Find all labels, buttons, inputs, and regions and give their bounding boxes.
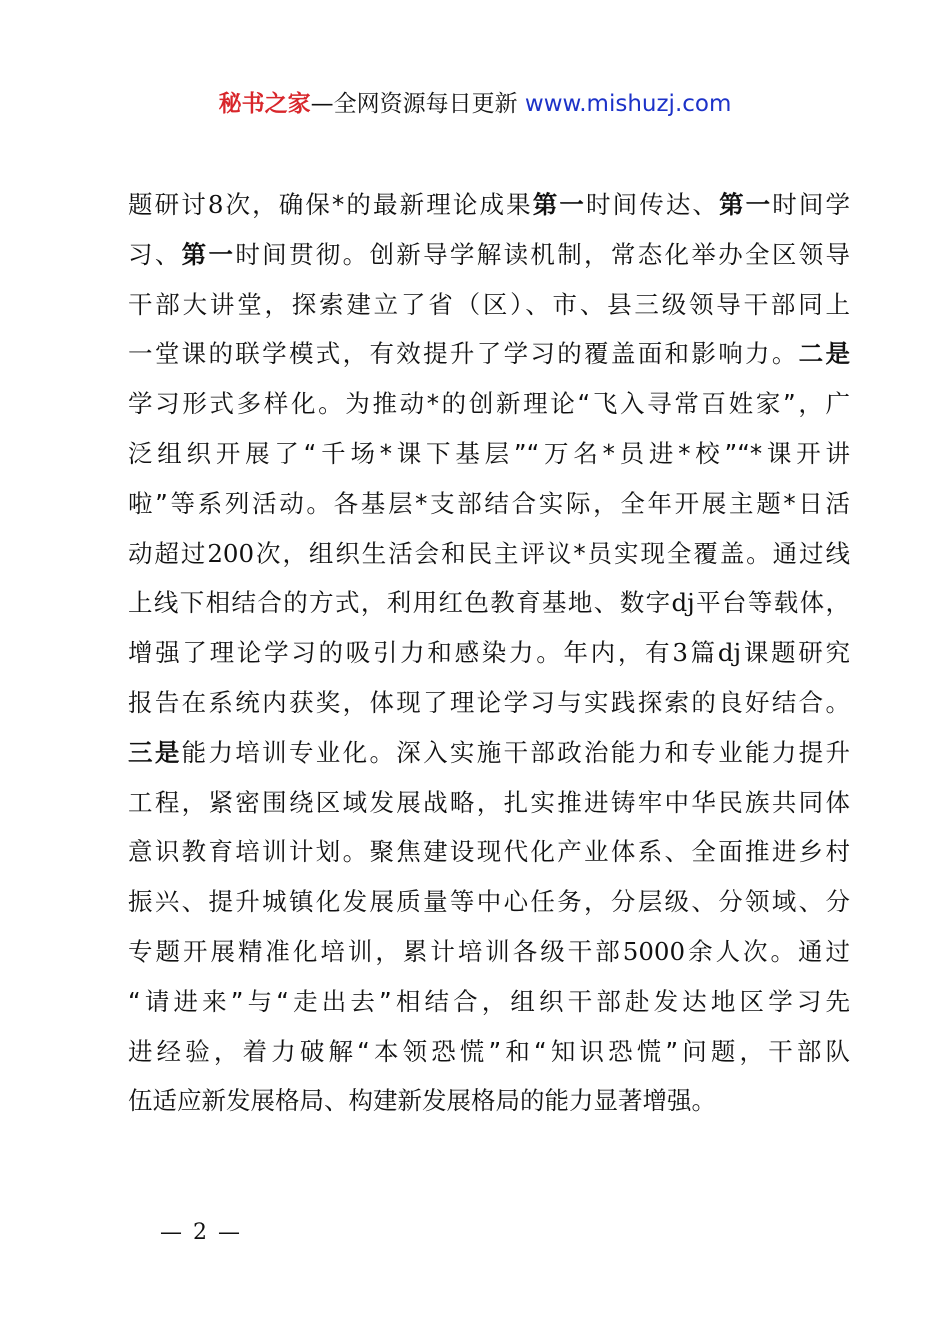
site-header (0, 86, 950, 122)
text-line: 上线下相结合的方式，利用红色教育基地、数字dj平台等载体， (128, 588, 851, 618)
emphasis: 第一 (719, 190, 773, 219)
text-line: 题研讨8次，确保*的最新理论成果第一时间传达、第一时间学 (128, 190, 851, 219)
text-line: 一堂课的联学模式，有效提升了学习的覆盖面和影响力。二是 (128, 339, 850, 369)
emphasis: 第一 (181, 239, 236, 269)
emphasis: 第一 (532, 190, 586, 219)
emphasis: 二是 (798, 339, 850, 369)
text-line: 报告在系统内获奖，体现了理论学习与实践探索的良好结合。 (128, 687, 850, 717)
text-line: 干部大讲堂，探索建立了省（区）、市、县三级领导干部同上 (128, 289, 850, 319)
site-url[interactable]: www.mishuzj.com (524, 91, 732, 117)
text-line: 工程，紧密围绕区域发展战略，扎实推进铸牢中华民族共同体 (128, 787, 850, 817)
emphasis: 三是 (128, 737, 182, 767)
text-line: 意识教育培训计划。聚焦建设现代化产业体系、全面推进乡村 (128, 837, 850, 867)
text-line: 泛组织开展了“千场*课下基层”“万名*员进*校”“*课开讲 (128, 438, 850, 468)
text-line: 进经验，着力破解“本领恐慌”和“知识恐慌”问题，干部队 (128, 1036, 850, 1066)
text-line: 啦”等系列活动。各基层*支部结合实际，全年开展主题*日活 (128, 488, 850, 518)
text-line: 动超过200次，组织生活会和民主评议*员实现全覆盖。通过线 (128, 538, 851, 568)
brand-name: 秘书之家 (218, 91, 311, 117)
text-line: 增强了理论学习的吸引力和感染力。年内，有3篇dj课题研究 (128, 638, 851, 668)
text-line: 学习形式多样化。为推动*的创新理论“飞入寻常百姓家”，广 (128, 389, 850, 419)
header-tagline: —全网资源每日更新 (310, 91, 525, 117)
text-line: 振兴、提升城镇化发展质量等中心任务，分层级、分领域、分 (128, 887, 850, 917)
text-line: 习、第一时间贯彻。创新导学解读机制，常态化举办全区领导 (128, 239, 851, 269)
text-line: 专题开展精准化培训，累计培训各级干部5000余人次。通过 (128, 936, 851, 966)
page-number: — 2 — (160, 1220, 242, 1245)
document-body (128, 180, 850, 1126)
text-line: 三是能力培训专业化。深入实施干部政治能力和专业能力提升 (128, 737, 850, 767)
text-line: 伍适应新发展格局、构建新发展格局的能力显著增强。 (128, 1086, 716, 1116)
text-line: “请进来”与“走出去”相结合，组织干部赴发达地区学习先 (128, 986, 850, 1016)
